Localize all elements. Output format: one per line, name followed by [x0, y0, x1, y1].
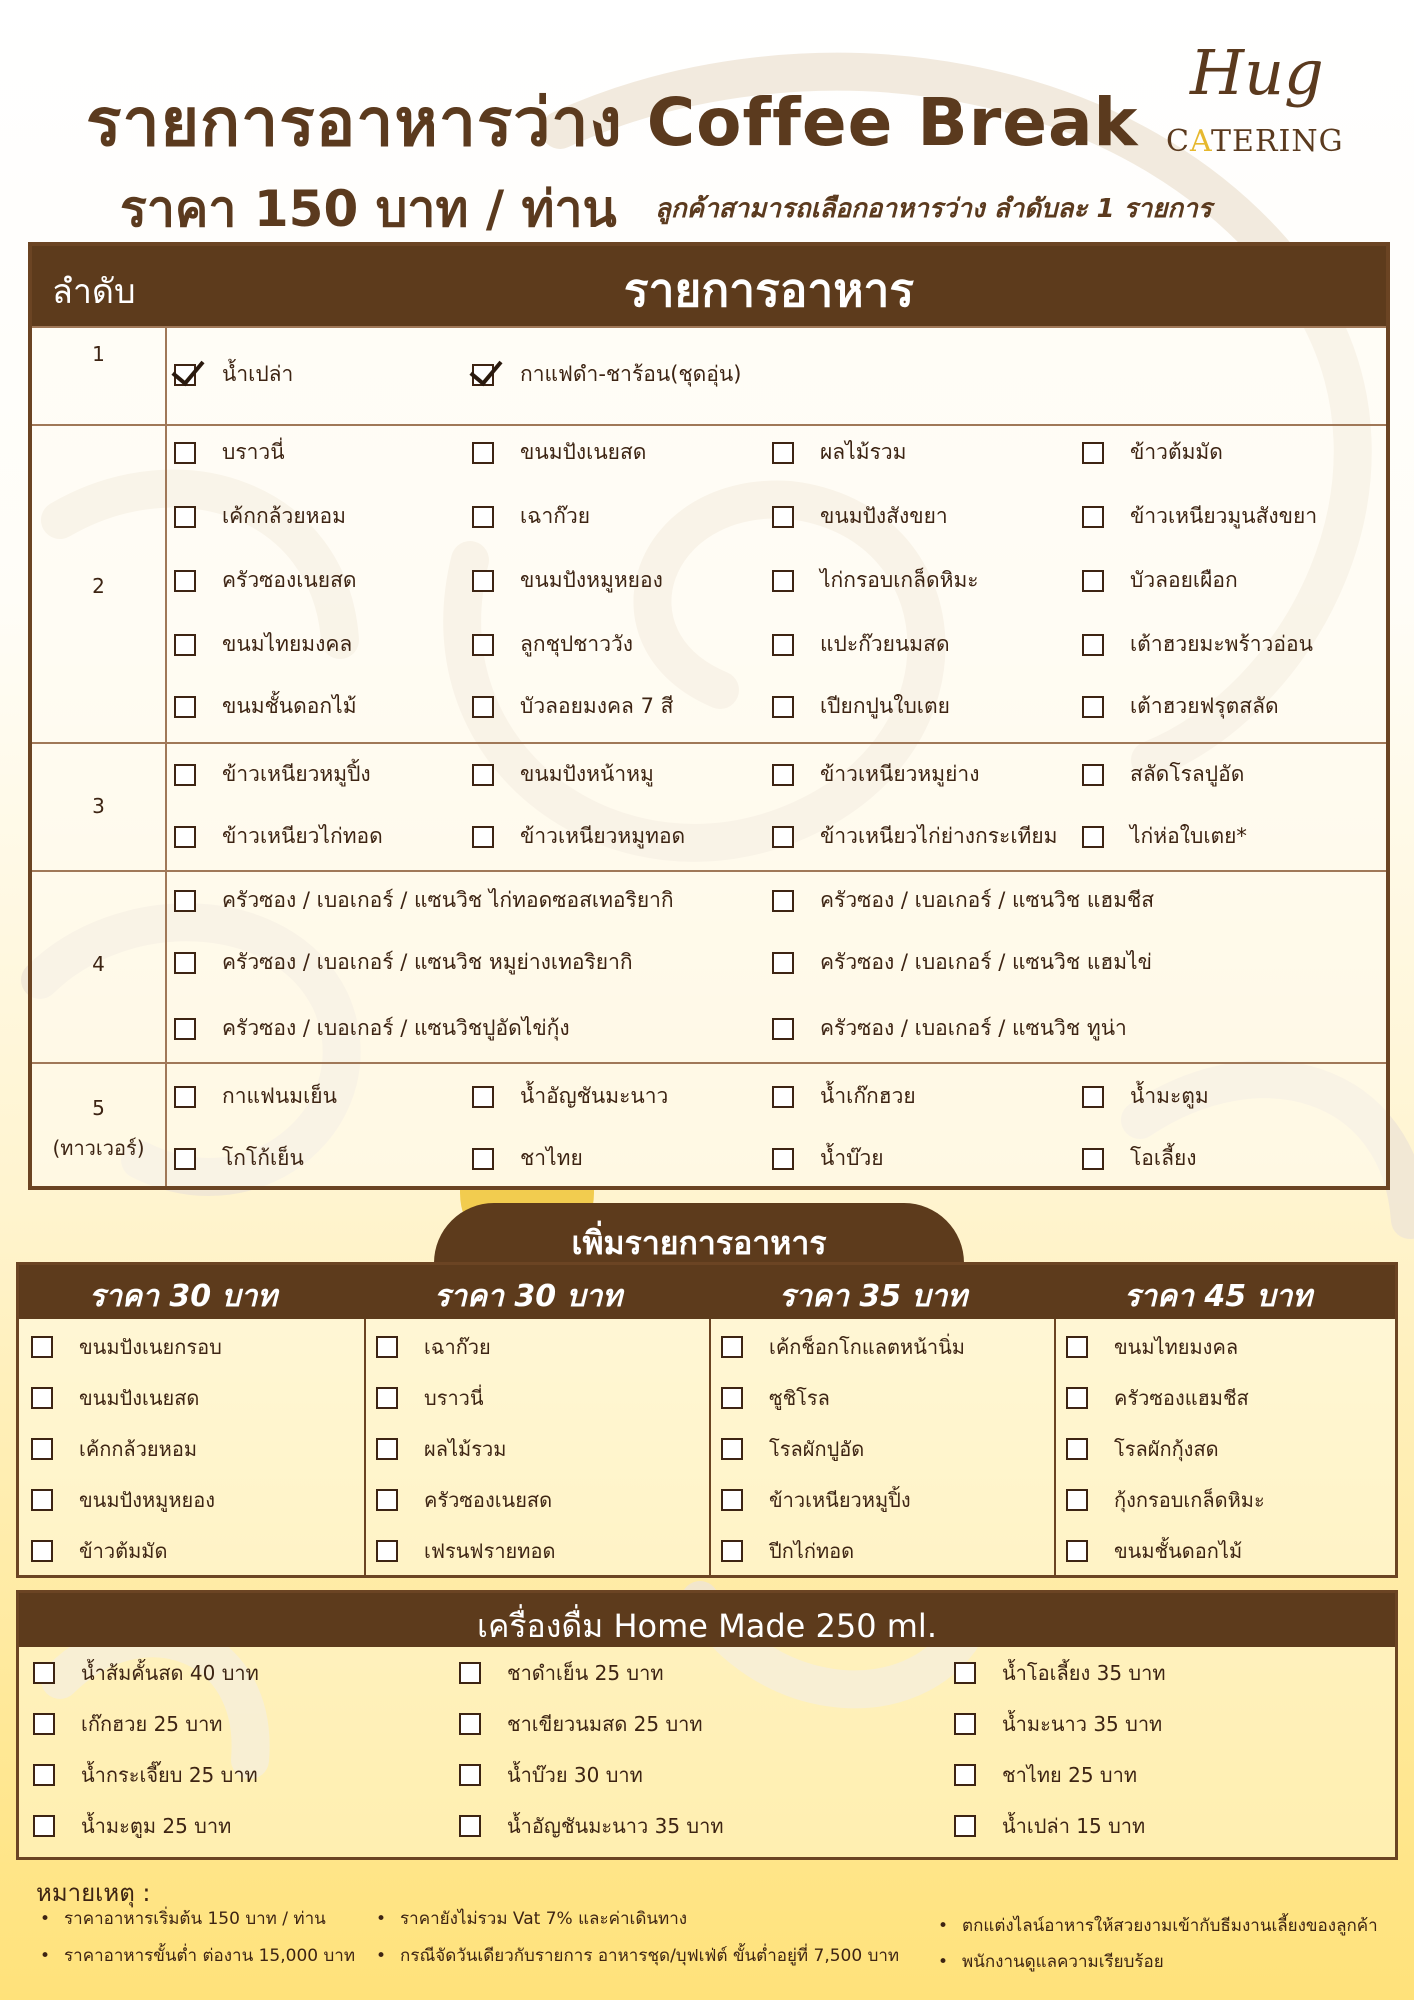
menu-item[interactable]: [33, 1759, 258, 1791]
menu-item[interactable]: [31, 1433, 197, 1465]
menu-item-label: ชาไทย 25 บาท: [1002, 1763, 1138, 1787]
menu-item[interactable]: [174, 564, 357, 597]
menu-item-label: เต้าฮวยมะพร้าวอ่อน: [1130, 632, 1313, 656]
header-sequence-label: ลำดับ: [52, 272, 136, 312]
menu-item-label: เค้กกล้วยหอม: [79, 1437, 198, 1461]
checkbox[interactable]: [721, 1540, 743, 1562]
checkbox[interactable]: [174, 1148, 196, 1170]
menu-item[interactable]: [1082, 1142, 1197, 1175]
checkbox[interactable]: [1082, 634, 1104, 656]
menu-item-label: ขนมปังเนยสด: [79, 1386, 200, 1410]
checkbox[interactable]: [1082, 1086, 1104, 1108]
menu-item[interactable]: [376, 1382, 484, 1414]
menu-item-label: เฉาก๊วย: [520, 504, 591, 528]
menu-item-label: โรลผักปูอัด: [769, 1437, 865, 1461]
checkbox[interactable]: [33, 1815, 55, 1837]
menu-item-label: ข้าวเหนียวหมูทอด: [520, 824, 686, 848]
checkbox[interactable]: [772, 696, 794, 718]
logo-whisk-mark: A: [1189, 124, 1211, 159]
menu-item[interactable]: [772, 690, 950, 723]
checkbox[interactable]: [721, 1438, 743, 1460]
checkbox[interactable]: [31, 1438, 53, 1460]
checkbox[interactable]: [376, 1489, 398, 1511]
checkbox[interactable]: [472, 764, 494, 786]
checkbox[interactable]: [459, 1815, 481, 1837]
note-item: • พนักงานดูแลความเรียบร้อย: [938, 1948, 1164, 1975]
note-item: • ราคาอาหารขั้นต่ำ ต่องาน 15,000 บาท: [40, 1942, 355, 1969]
row-number-sub: (ทาวเวอร์): [52, 1136, 145, 1160]
drinks-title: เครื่องดื่ม Home Made 250 ml.: [19, 1593, 1395, 1647]
menu-item[interactable]: [459, 1708, 703, 1740]
checkbox[interactable]: [472, 634, 494, 656]
checkbox[interactable]: [174, 1086, 196, 1108]
menu-item-label: ขนมชั้นดอกไม้: [222, 694, 357, 718]
checkbox[interactable]: [721, 1489, 743, 1511]
menu-item[interactable]: [1082, 564, 1238, 597]
menu-row-3: [32, 742, 1386, 870]
menu-item-label: กาแฟนมเย็น: [222, 1084, 337, 1108]
checkbox[interactable]: [1082, 696, 1104, 718]
menu-item[interactable]: [472, 358, 741, 391]
page-title: รายการอาหารว่าง Coffee Break: [86, 84, 1139, 161]
row-number: 2: [92, 574, 105, 598]
menu-item-label: ครัวซอง / เบอเกอร์ / แซนวิชปูอัดไข่กุ้ง: [222, 1016, 570, 1040]
menu-item[interactable]: [174, 758, 371, 791]
checkbox[interactable]: [459, 1713, 481, 1735]
menu-item-label: ผลไม้รวม: [820, 440, 907, 464]
menu-item[interactable]: [174, 1080, 337, 1113]
checkbox[interactable]: [33, 1764, 55, 1786]
main-table-header: [32, 246, 1386, 326]
menu-item[interactable]: [772, 820, 1057, 853]
menu-item-label: โรลผักกุ้งสด: [1114, 1437, 1219, 1461]
menu-item[interactable]: [1082, 1080, 1209, 1113]
checkbox[interactable]: [1066, 1438, 1088, 1460]
checkbox[interactable]: [459, 1764, 481, 1786]
menu-item[interactable]: [174, 436, 285, 469]
menu-item-label: บราวนี่: [424, 1386, 484, 1410]
menu-item-label: ขนมปังเนยสด: [520, 440, 647, 464]
checkbox[interactable]: [954, 1815, 976, 1837]
menu-item-label: เปียกปูนใบเตย: [820, 694, 950, 718]
note-item: • ราคาอาหารเริ่มต้น 150 บาท / ท่าน: [40, 1905, 326, 1932]
menu-item[interactable]: [472, 758, 654, 791]
price-per-person: ราคา 150 บาท / ท่าน: [120, 180, 617, 238]
menu-item[interactable]: [1066, 1484, 1265, 1516]
menu-item-label: น้ำส้มคั้นสด 40 บาท: [81, 1661, 259, 1685]
checkbox[interactable]: [174, 570, 196, 592]
menu-item[interactable]: [174, 690, 357, 723]
price-tier-heading: ราคา 30 บาท: [89, 1279, 278, 1314]
checkbox[interactable]: [33, 1713, 55, 1735]
logo-catering-text: [1166, 124, 1344, 159]
checkbox[interactable]: [772, 890, 794, 912]
menu-item-label: ขนมชั้นดอกไม้: [1114, 1539, 1243, 1563]
menu-item[interactable]: [721, 1331, 965, 1363]
menu-item[interactable]: [33, 1657, 259, 1689]
header-menu-label: รายการอาหาร: [623, 263, 915, 317]
menu-item-label: เก๊กฮวย 25 บาท: [81, 1712, 223, 1736]
menu-item-label: ข้าวต้มมัด: [79, 1539, 168, 1563]
checkbox[interactable]: [772, 1018, 794, 1040]
menu-item[interactable]: [459, 1657, 664, 1689]
checkbox[interactable]: [1082, 442, 1104, 464]
menu-item-label: ไก่ห่อใบเตย*: [1130, 824, 1247, 848]
menu-item-label: ขนมปังหมูหยอง: [520, 568, 663, 592]
menu-item[interactable]: [33, 1708, 222, 1740]
menu-item-label: ข้าวเหนียวหมูปิ้ง: [769, 1488, 911, 1512]
menu-item-label: ครัวซอง / เบอเกอร์ / แซนวิช ทูน่า: [820, 1016, 1127, 1040]
menu-item-label: ข้าวเหนียวไก่ทอด: [222, 824, 383, 848]
checkbox[interactable]: [1066, 1336, 1088, 1358]
menu-item-label: ชาเขียวนมสด 25 บาท: [507, 1712, 703, 1736]
checkbox[interactable]: [459, 1662, 481, 1684]
price-tier-heading: ราคา 45 บาท: [1124, 1279, 1313, 1314]
checkbox[interactable]: [1082, 826, 1104, 848]
note-item: • ตกแต่งไลน์อาหารให้สวยงามเข้ากับธีมงานเลี้ยงของลูกค้า: [938, 1912, 1378, 1939]
menu-item-label: น้ำมะตูม 25 บาท: [81, 1814, 232, 1838]
checkbox[interactable]: [1066, 1540, 1088, 1562]
menu-item[interactable]: [376, 1433, 506, 1465]
menu-item[interactable]: [472, 1080, 668, 1113]
menu-item[interactable]: [376, 1331, 491, 1363]
checkbox[interactable]: [1082, 506, 1104, 528]
checkbox[interactable]: [472, 570, 494, 592]
checkbox[interactable]: [472, 696, 494, 718]
menu-item[interactable]: [31, 1331, 222, 1363]
checkbox[interactable]: [772, 570, 794, 592]
row-number: [32, 1088, 165, 1168]
menu-item[interactable]: [954, 1657, 1166, 1689]
menu-item-label: ผลไม้รวม: [424, 1437, 507, 1461]
note-item: • กรณีจัดวันเดียวกับรายการ อาหารชุด/บุฟเฟ่ต์ ขั้นต่ำอยู่ที่ 7,500 บาท: [376, 1942, 899, 1969]
menu-row-1: [32, 326, 1386, 424]
menu-item-label: น้ำกระเจี๊ยบ 25 บาท: [81, 1763, 258, 1787]
menu-item[interactable]: [31, 1484, 215, 1516]
checkbox[interactable]: [376, 1438, 398, 1460]
menu-item[interactable]: [33, 1810, 231, 1842]
checkbox[interactable]: [174, 952, 196, 974]
checkbox[interactable]: [376, 1540, 398, 1562]
checkbox[interactable]: [772, 1148, 794, 1170]
menu-item[interactable]: [1082, 500, 1317, 533]
menu-item-label: ขนมปังหมูหยอง: [79, 1488, 216, 1512]
menu-item[interactable]: [472, 436, 646, 469]
menu-item[interactable]: [472, 1142, 583, 1175]
row-number-value: 5: [92, 1096, 105, 1120]
menu-item-label: เค้กช็อกโกแลตหน้านิ่ม: [769, 1335, 965, 1359]
checkbox[interactable]: [954, 1713, 976, 1735]
menu-item-label: ซูชิโรล: [769, 1386, 830, 1410]
menu-item[interactable]: [772, 758, 979, 791]
menu-item-label: ข้าวเหนียวไก่ย่างกระเทียม: [820, 824, 1058, 848]
menu-item[interactable]: [1066, 1382, 1249, 1414]
menu-item-label: ครัวซอง / เบอเกอร์ / แซนวิช แฮมไข่: [820, 950, 1152, 974]
logo-catering-c: C: [1166, 124, 1190, 159]
checkbox-checked[interactable]: [174, 364, 196, 386]
menu-item-label: น้ำมะนาว 35 บาท: [1002, 1712, 1163, 1736]
checkbox[interactable]: [772, 764, 794, 786]
checkbox[interactable]: [174, 764, 196, 786]
additional-items-table: [16, 1262, 1398, 1578]
menu-item[interactable]: [376, 1535, 555, 1567]
checkbox[interactable]: [721, 1387, 743, 1409]
menu-item-label: เฉาก๊วย: [424, 1335, 491, 1359]
row-number: 3: [92, 794, 105, 818]
menu-item-label: ชาไทย: [520, 1146, 583, 1170]
menu-item-label: บัวลอยเผือก: [1130, 568, 1238, 592]
checkbox[interactable]: [174, 1018, 196, 1040]
menu-item[interactable]: [472, 564, 663, 597]
drinks-table: [16, 1590, 1398, 1860]
menu-item-label: ข้าวเหนียวหมูปิ้ง: [222, 762, 371, 786]
checkbox[interactable]: [174, 826, 196, 848]
checkbox[interactable]: [31, 1489, 53, 1511]
checkbox[interactable]: [31, 1540, 53, 1562]
menu-item[interactable]: [472, 690, 673, 723]
menu-item-label: ขนมไทยมงคล: [1114, 1335, 1239, 1359]
menu-item[interactable]: [721, 1535, 854, 1567]
checkbox[interactable]: [472, 1086, 494, 1108]
checkbox[interactable]: [472, 506, 494, 528]
menu-item-label: สลัดโรลปูอัด: [1130, 762, 1245, 786]
menu-item-label: ข้าวเหนียวมูนสังขยา: [1130, 504, 1318, 528]
menu-item-label: ครัวซอง / เบอเกอร์ / แซนวิช หมูย่างเทอริยากิ: [222, 950, 633, 974]
checkbox[interactable]: [33, 1662, 55, 1684]
menu-item[interactable]: [721, 1433, 864, 1465]
menu-item-label: ขนมไทยมงคล: [222, 632, 353, 656]
menu-item[interactable]: [31, 1535, 167, 1567]
menu-item-label: เต้าฮวยฟรุตสลัด: [1130, 694, 1279, 718]
checkbox[interactable]: [721, 1336, 743, 1358]
menu-item-label: กุ้งกรอบเกล็ดหิมะ: [1114, 1488, 1265, 1512]
checkbox[interactable]: [772, 826, 794, 848]
selection-instruction: ลูกค้าสามารถเลือกอาหารว่าง ลำดับละ 1 รายการ: [655, 194, 1212, 224]
menu-item-label: โอเลี้ยง: [1130, 1146, 1197, 1170]
menu-item[interactable]: [31, 1382, 199, 1414]
menu-item[interactable]: [174, 1142, 304, 1175]
checkbox[interactable]: [376, 1387, 398, 1409]
main-menu-table: [28, 242, 1390, 1190]
menu-item[interactable]: [174, 500, 346, 533]
menu-item-label: ครัวซองแฮมชีส: [1114, 1386, 1249, 1410]
checkbox[interactable]: [174, 442, 196, 464]
menu-item-label: ข้าวเหนียวหมูย่าง: [820, 762, 980, 786]
menu-item-label: ขนมปังหน้าหมู: [520, 762, 654, 786]
checkbox[interactable]: [772, 442, 794, 464]
menu-item[interactable]: [174, 820, 383, 853]
checkbox[interactable]: [472, 1148, 494, 1170]
menu-item[interactable]: [721, 1382, 830, 1414]
price-tier-heading: ราคา 35 บาท: [779, 1279, 968, 1314]
menu-row-2: [32, 424, 1386, 742]
checkbox[interactable]: [1066, 1387, 1088, 1409]
logo-hug-text: Hug: [1190, 36, 1324, 109]
row-number: 1: [92, 342, 105, 366]
menu-item-label: แปะก๊วยนมสด: [820, 632, 950, 656]
column-divider: [1054, 1319, 1056, 1575]
menu-item[interactable]: [772, 564, 979, 597]
menu-item-label: ครัวซองเนยสด: [222, 568, 357, 592]
menu-item[interactable]: [174, 884, 674, 917]
menu-item[interactable]: [1066, 1433, 1219, 1465]
menu-item-label: ครัวซอง / เบอเกอร์ / แซนวิช แฮมชีส: [820, 888, 1155, 912]
menu-item[interactable]: [772, 436, 907, 469]
menu-item[interactable]: [772, 1142, 884, 1175]
checkbox[interactable]: [174, 634, 196, 656]
checkbox[interactable]: [472, 442, 494, 464]
menu-item[interactable]: [772, 946, 1152, 979]
menu-item-label: ปีกไก่ทอด: [769, 1539, 855, 1563]
menu-item[interactable]: [1066, 1331, 1238, 1363]
menu-item-label: โกโก้เย็น: [222, 1146, 304, 1170]
menu-item[interactable]: [1066, 1535, 1242, 1567]
menu-item[interactable]: [772, 500, 948, 533]
column-divider: [364, 1319, 366, 1575]
menu-item-label: น้ำโอเลี้ยง 35 บาท: [1002, 1661, 1166, 1685]
menu-item-label: บราวนี่: [222, 440, 285, 464]
checkbox[interactable]: [954, 1662, 976, 1684]
menu-item-label: น้ำมะตูม: [1130, 1084, 1209, 1108]
menu-item[interactable]: [376, 1484, 552, 1516]
checkbox[interactable]: [174, 506, 196, 528]
menu-item[interactable]: [459, 1810, 724, 1842]
menu-row-4: [32, 870, 1386, 1062]
checkbox[interactable]: [1082, 764, 1104, 786]
column-divider: [709, 1319, 711, 1575]
menu-item-label: ไก่กรอบเกล็ดหิมะ: [820, 568, 979, 592]
menu-item-label: น้ำเก๊กฮวย: [820, 1084, 916, 1108]
menu-item-label: ครัวซอง / เบอเกอร์ / แซนวิช ไก่ทอดซอสเทอริยากิ: [222, 888, 674, 912]
menu-item[interactable]: [174, 628, 352, 661]
menu-item[interactable]: [1082, 758, 1244, 791]
menu-row-5: [32, 1062, 1386, 1190]
checkbox[interactable]: [472, 826, 494, 848]
additional-items-title: เพิ่มรายการอาหาร: [571, 1224, 827, 1262]
checkbox[interactable]: [31, 1387, 53, 1409]
menu-item[interactable]: [472, 500, 590, 533]
notes-heading: หมายเหตุ :: [36, 1879, 151, 1907]
checkbox[interactable]: [1082, 570, 1104, 592]
menu-item-label: น้ำบ๊วย 30 บาท: [507, 1763, 643, 1787]
checkbox-checked[interactable]: [472, 364, 494, 386]
checkbox[interactable]: [1082, 1148, 1104, 1170]
menu-item[interactable]: [772, 884, 1154, 917]
menu-item-label: ขนมปังสังขยา: [820, 504, 948, 528]
menu-item[interactable]: [174, 946, 633, 979]
menu-item-label: เค้กกล้วยหอม: [222, 504, 346, 528]
checkbox[interactable]: [954, 1764, 976, 1786]
menu-item[interactable]: [954, 1759, 1137, 1791]
menu-item[interactable]: [954, 1708, 1162, 1740]
menu-item-label: เฟรนฟรายทอด: [424, 1539, 556, 1563]
menu-item-label: ขนมปังเนยกรอบ: [79, 1335, 222, 1359]
menu-item[interactable]: [472, 820, 685, 853]
menu-item[interactable]: [772, 628, 950, 661]
menu-item[interactable]: [174, 358, 293, 391]
checkbox[interactable]: [174, 890, 196, 912]
note-item: • ราคายังไม่รวม Vat 7% และค่าเดินทาง: [376, 1905, 687, 1932]
menu-item-label: บัวลอยมงคล 7 สี: [520, 694, 674, 718]
menu-item[interactable]: [1082, 690, 1279, 723]
menu-item-label: น้ำอัญชันมะนาว 35 บาท: [507, 1814, 724, 1838]
menu-item-label: ครัวซองเนยสด: [424, 1488, 553, 1512]
menu-item[interactable]: [472, 628, 633, 661]
menu-item-label: น้ำเปล่า: [222, 362, 294, 386]
checkbox[interactable]: [772, 952, 794, 974]
menu-item-label: กาแฟดำ-ชาร้อน(ชุดอุ่น): [520, 362, 742, 386]
checkbox[interactable]: [376, 1336, 398, 1358]
price-tier-heading: ราคา 30 บาท: [434, 1279, 623, 1314]
menu-item[interactable]: [1082, 628, 1313, 661]
menu-item-label: น้ำบ๊วย: [820, 1146, 884, 1170]
menu-item[interactable]: [459, 1759, 643, 1791]
row-number: 4: [92, 952, 105, 976]
menu-item-label: ข้าวต้มมัด: [1130, 440, 1223, 464]
hug-catering-logo: [1160, 36, 1350, 166]
checkbox[interactable]: [1066, 1489, 1088, 1511]
menu-item-label: น้ำเปล่า 15 บาท: [1002, 1814, 1146, 1838]
menu-item[interactable]: [1082, 436, 1223, 469]
menu-item[interactable]: [954, 1810, 1145, 1842]
checkbox[interactable]: [772, 506, 794, 528]
menu-item-label: ลูกชุปชาววัง: [520, 632, 634, 656]
menu-item[interactable]: [174, 1012, 570, 1045]
checkbox[interactable]: [772, 1086, 794, 1108]
menu-item[interactable]: [772, 1012, 1127, 1045]
checkbox[interactable]: [31, 1336, 53, 1358]
menu-item[interactable]: [772, 1080, 916, 1113]
menu-item[interactable]: [721, 1484, 911, 1516]
menu-item-label: ชาดำเย็น 25 บาท: [507, 1661, 664, 1685]
checkbox[interactable]: [174, 696, 196, 718]
logo-catering-rest: TERING: [1211, 124, 1344, 159]
checkbox[interactable]: [772, 634, 794, 656]
menu-item-label: น้ำอัญชันมะนาว: [520, 1084, 669, 1108]
menu-item[interactable]: [1082, 820, 1247, 853]
